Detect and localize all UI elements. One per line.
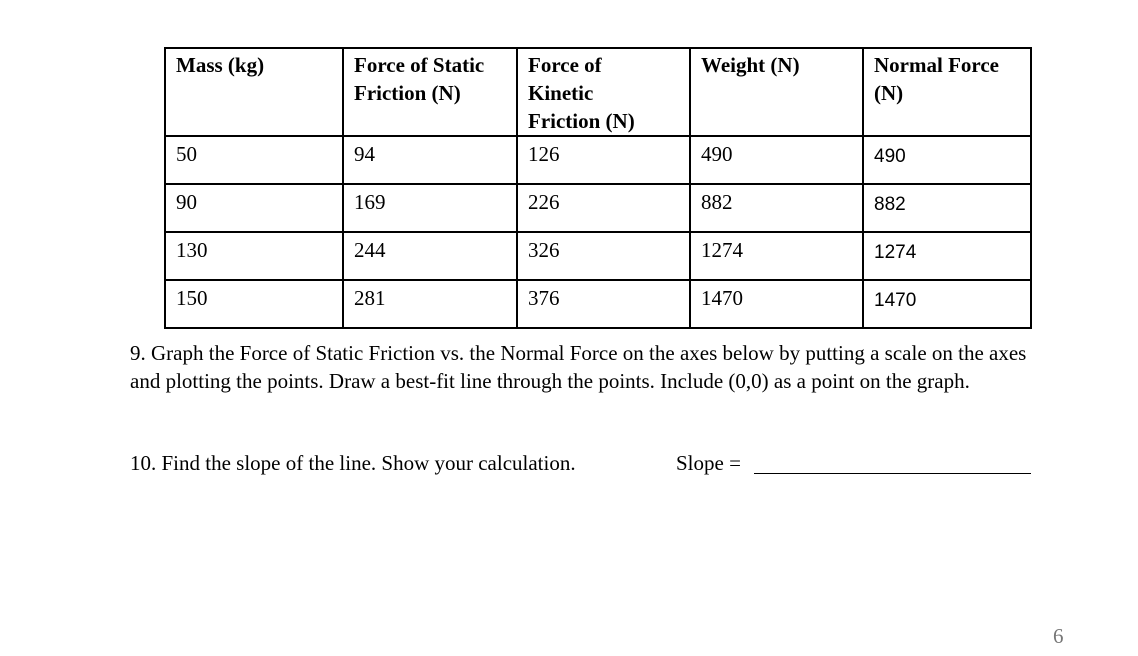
header-static-friction (343, 48, 517, 136)
cell-normal-force: 1470 (863, 280, 1031, 328)
header-kinetic-friction-line-1: Force of (528, 53, 602, 77)
cell-mass: 130 (165, 232, 343, 280)
header-normal-force (863, 48, 1031, 136)
page-number: 6 (1053, 624, 1064, 648)
cell-weight: 1470 (690, 280, 863, 328)
question-10-text: 10. Find the slope of the line. Show your calculation. (130, 451, 576, 475)
cell-static-friction: 244 (343, 232, 517, 280)
table-row (165, 280, 1031, 328)
slope-label: Slope = (676, 451, 741, 475)
table-header-row (165, 48, 1031, 136)
header-mass-line-1: Mass (kg) (176, 53, 265, 77)
cell-weight: 1274 (690, 232, 863, 280)
header-static-friction-line-1: Force of Static (354, 53, 485, 77)
table-row (165, 232, 1031, 280)
header-kinetic-friction-line-2: Kinetic (528, 81, 594, 105)
cell-mass: 50 (165, 136, 343, 184)
header-weight (690, 48, 863, 136)
header-mass (165, 48, 343, 136)
cell-static-friction: 94 (343, 136, 517, 184)
cell-kinetic-friction: 226 (517, 184, 690, 232)
table-row (165, 184, 1031, 232)
cell-static-friction: 281 (343, 280, 517, 328)
cell-normal-force: 1274 (863, 232, 1031, 280)
header-kinetic-friction-line-3: Friction (N) (528, 109, 635, 133)
header-weight-line-1: Weight (N) (701, 53, 800, 77)
cell-normal-force: 882 (863, 184, 1031, 232)
question-9-text: 9. Graph the Force of Static Friction vs. the Normal Force on the axes below by putting a scale on the axes and plotting the points. Draw a best-fit line through the points. Include (0,0) as a point on the graph. (130, 341, 1027, 393)
friction-data-table (164, 47, 1032, 329)
cell-kinetic-friction: 376 (517, 280, 690, 328)
table-row (165, 136, 1031, 184)
header-normal-force-line-2: (N) (874, 81, 904, 105)
cell-static-friction: 169 (343, 184, 517, 232)
slope-answer-blank[interactable] (754, 473, 1031, 474)
cell-kinetic-friction: 126 (517, 136, 690, 184)
header-normal-force-line-1: Normal Force (874, 53, 999, 77)
cell-normal-force: 490 (863, 136, 1031, 184)
cell-mass: 90 (165, 184, 343, 232)
header-static-friction-line-2: Friction (N) (354, 81, 461, 105)
cell-mass: 150 (165, 280, 343, 328)
cell-kinetic-friction: 326 (517, 232, 690, 280)
cell-weight: 490 (690, 136, 863, 184)
header-kinetic-friction (517, 48, 690, 136)
cell-weight: 882 (690, 184, 863, 232)
